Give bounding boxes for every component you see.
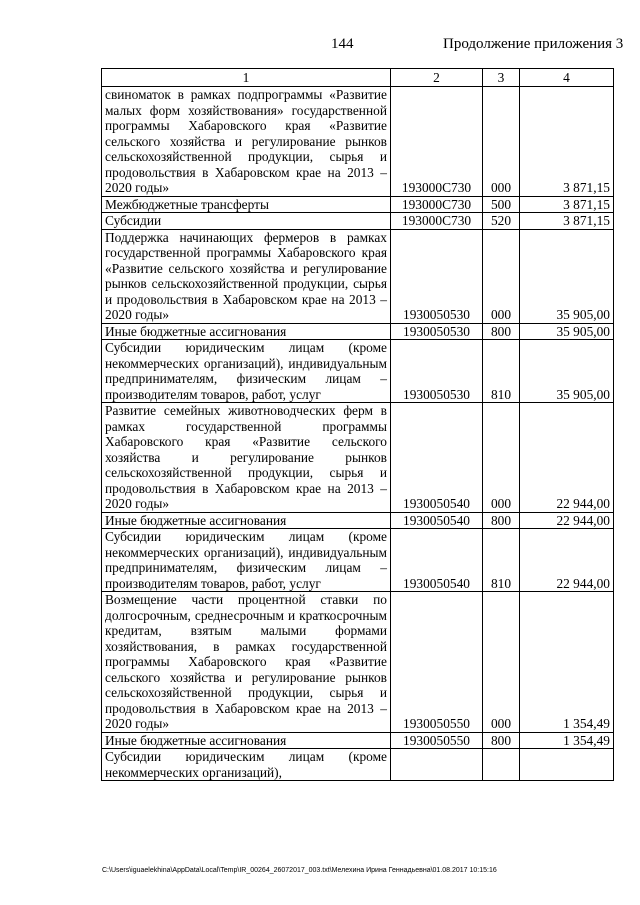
row-expense-type: 810 xyxy=(483,529,520,592)
row-name: Возмещение части процентной ставки по долгосрочным, среднесрочным и краткосрочным кредитам, взятым малыми формами хозяйствования, в рамках государственной программы Хабаровского края «Развитие сельского хозяйства и регулирование рынков сельскохозяйственной продукции, сырья и продовольствия в Хабаровском крае на 2013 – 2020 годы» xyxy=(102,592,391,733)
table-row xyxy=(102,749,614,781)
row-sum: 1 354,49 xyxy=(520,592,614,733)
table-row xyxy=(102,213,614,230)
budget-table xyxy=(101,68,614,781)
row-sum: 3 871,15 xyxy=(520,87,614,197)
row-code: 193000С730 xyxy=(391,196,483,213)
row-code xyxy=(391,749,483,781)
row-code: 1930050540 xyxy=(391,403,483,513)
row-code: 1930050530 xyxy=(391,340,483,403)
row-name: Межбюджетные трансферты xyxy=(102,196,391,213)
row-name: Субсидии xyxy=(102,213,391,230)
table-row xyxy=(102,196,614,213)
column-number-4: 4 xyxy=(520,69,614,87)
row-sum: 35 905,00 xyxy=(520,323,614,340)
row-name: Субсидии юридическим лицам (кроме некоммерческих организаций), индивидуальным предпринимателям, физическим лицам – производителям товаров, работ, услуг xyxy=(102,340,391,403)
row-name: Субсидии юридическим лицам (кроме некоммерческих организаций), индивидуальным предпринимателям, физическим лицам – производителям товаров, работ, услуг xyxy=(102,529,391,592)
row-expense-type: 500 xyxy=(483,196,520,213)
row-sum: 22 944,00 xyxy=(520,529,614,592)
row-sum: 35 905,00 xyxy=(520,229,614,323)
row-name: Поддержка начинающих фермеров в рамках государственной программы Хабаровского края «Развитие сельского хозяйства и регулирование рынков сельскохозяйственной продукции, сырья и продовольствия в Хабаровском крае на 2013 – 2020 годы» xyxy=(102,229,391,323)
row-code: 193000С730 xyxy=(391,87,483,197)
column-number-row xyxy=(102,69,614,87)
column-number-3: 3 xyxy=(483,69,520,87)
row-code: 1930050540 xyxy=(391,529,483,592)
row-sum: 3 871,15 xyxy=(520,196,614,213)
row-code: 1930050550 xyxy=(391,592,483,733)
row-code: 1930050530 xyxy=(391,229,483,323)
row-expense-type: 000 xyxy=(483,592,520,733)
row-expense-type: 800 xyxy=(483,512,520,529)
row-expense-type: 520 xyxy=(483,213,520,230)
row-name: Иные бюджетные ассигнования xyxy=(102,323,391,340)
row-code: 193000С730 xyxy=(391,213,483,230)
row-sum xyxy=(520,749,614,781)
row-name: Иные бюджетные ассигнования xyxy=(102,732,391,749)
row-name: Субсидии юридическим лицам (кроме некоммерческих организаций), xyxy=(102,749,391,781)
row-expense-type: 000 xyxy=(483,87,520,197)
row-code: 1930050550 xyxy=(391,732,483,749)
row-expense-type: 810 xyxy=(483,340,520,403)
column-number-2: 2 xyxy=(391,69,483,87)
column-number-1: 1 xyxy=(102,69,391,87)
table-row xyxy=(102,340,614,403)
row-sum: 35 905,00 xyxy=(520,340,614,403)
row-sum: 22 944,00 xyxy=(520,512,614,529)
table-row xyxy=(102,403,614,513)
row-name: Развитие семейных животноводческих ферм в рамках государственной программы Хабаровского края «Развитие сельского хозяйства и регулирование рынков сельскохозяйственной продукции, сырья и продовольствия в Хабаровском крае на 2013 – 2020 годы» xyxy=(102,403,391,513)
row-code: 1930050540 xyxy=(391,512,483,529)
table-row xyxy=(102,732,614,749)
row-name: Иные бюджетные ассигнования xyxy=(102,512,391,529)
table-row xyxy=(102,592,614,733)
row-sum: 3 871,15 xyxy=(520,213,614,230)
table-row xyxy=(102,512,614,529)
page-number: 144 xyxy=(331,36,354,52)
row-expense-type: 000 xyxy=(483,403,520,513)
row-expense-type: 800 xyxy=(483,323,520,340)
row-expense-type: 800 xyxy=(483,732,520,749)
table-row xyxy=(102,87,614,197)
table-row xyxy=(102,323,614,340)
row-sum: 22 944,00 xyxy=(520,403,614,513)
row-sum: 1 354,49 xyxy=(520,732,614,749)
table-row xyxy=(102,229,614,323)
footer-file-path: C:\Users\iguaelekhina\AppData\Local\Temp\IR_00264_26072017_003.txt\Мелехина Ирина Геннадьевна\01.08.2017 10:15:16 xyxy=(102,867,497,874)
row-code: 1930050530 xyxy=(391,323,483,340)
row-name: свиноматок в рамках подпрограммы «Развитие малых форм хозяйствования» государственной программы Хабаровского края «Развитие сельского хозяйства и регулирование рынков сельскохозяйственной продукции, сырья и продовольствия в Хабаровском крае на 2013 – 2020 годы» xyxy=(102,87,391,197)
table-row xyxy=(102,529,614,592)
continuation-label: Продолжение приложения 3 xyxy=(443,36,624,52)
row-expense-type xyxy=(483,749,520,781)
row-expense-type: 000 xyxy=(483,229,520,323)
